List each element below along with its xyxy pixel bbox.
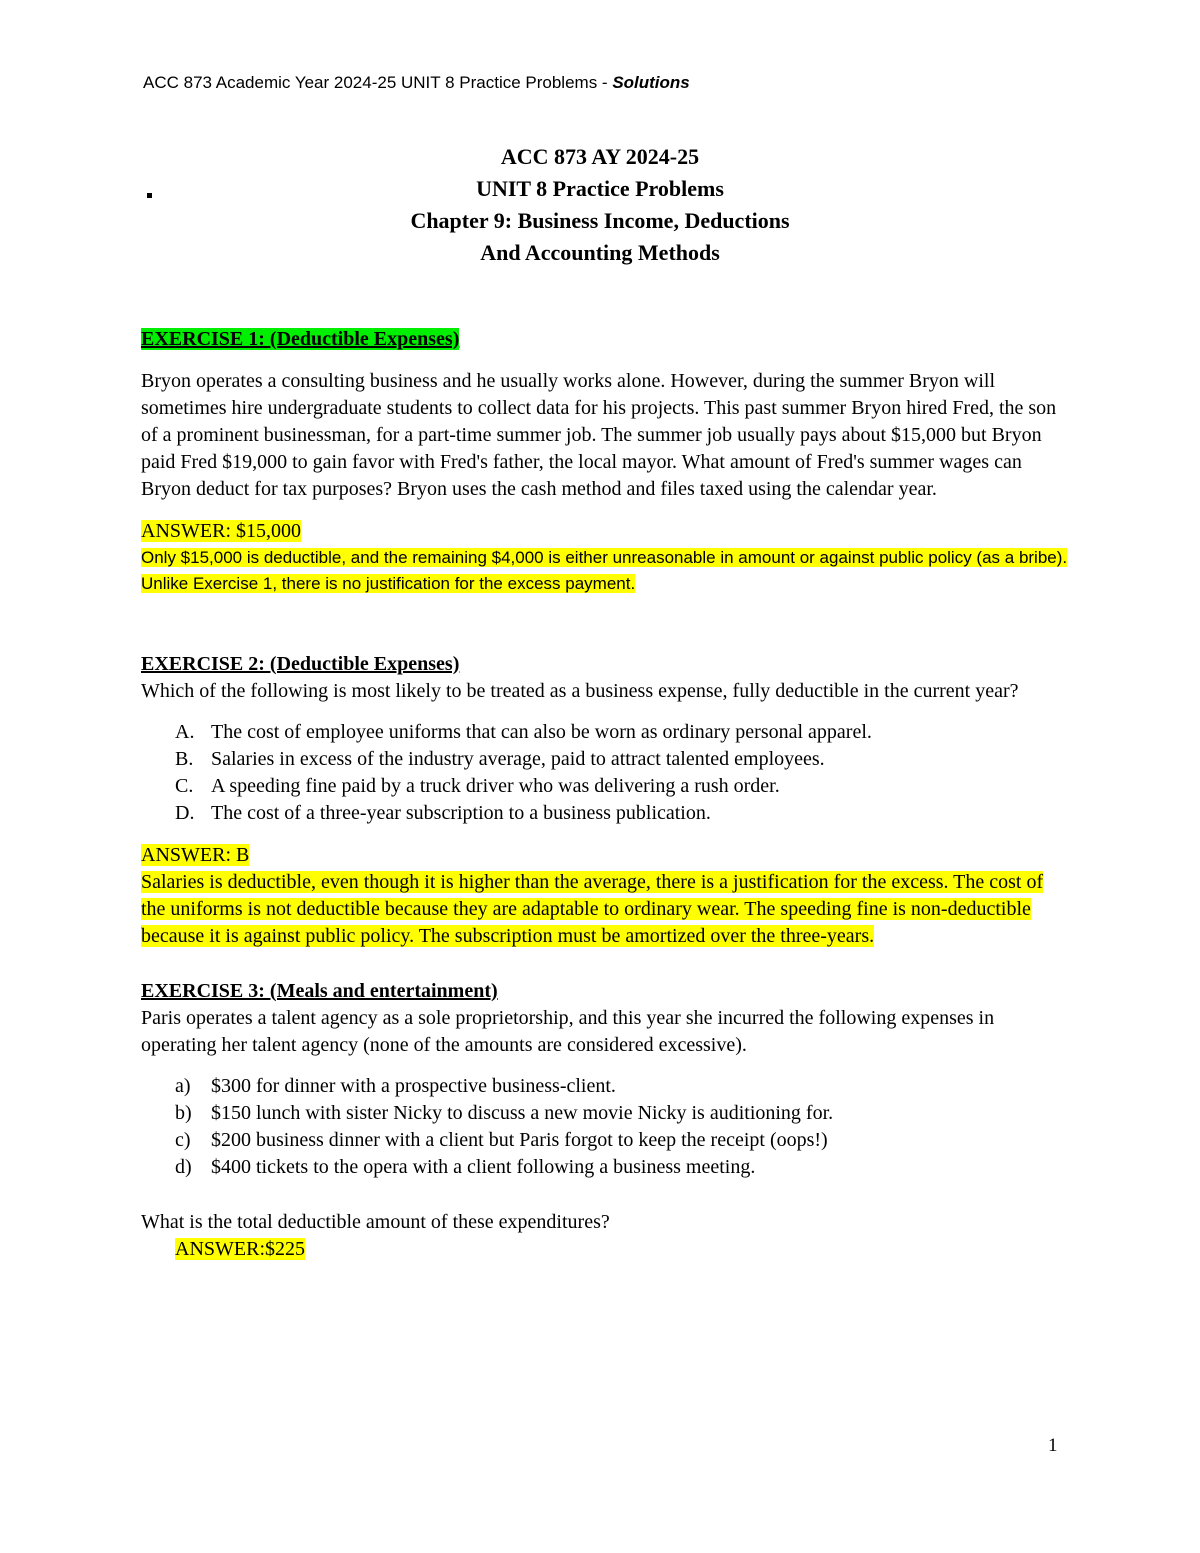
title-line-3: Chapter 9: Business Income, Deductions: [410, 208, 790, 233]
item-d: d) $400 tickets to the opera with a client following a business meeting.: [175, 1156, 756, 1178]
exercise-3-items: [141, 1073, 1071, 1181]
exercise-1-answer: ANSWER: $15,000: [141, 520, 301, 542]
option-b: B. Salaries in excess of the industry average, paid to attract talented employees.: [175, 748, 825, 770]
exercise-2-explanation: Salaries is deductible, even though it is higher than the average, there is a justification for the excess. The cost of the uniforms is not deductible because they are adaptable to ordinary wear. The speeding fine is non-deductible because it is against public policy. The subscription must be amortized over the three-years.: [141, 871, 1044, 947]
title-line-2: UNIT 8 Practice Problems: [476, 176, 724, 201]
exercise-2-question: Which of the following is most likely to be treated as a business expense, fully deductible in the current year?: [141, 680, 1019, 702]
document-body: [141, 326, 1071, 1263]
exercise-1-explanation: Only $15,000 is deductible, and the remaining $4,000 is either unreasonable in amount or against public policy (as a bribe). Unlike Exercise 1, there is no justification for the excess payment.: [141, 548, 1068, 593]
item-b: b) $150 lunch with sister Nicky to discuss a new movie Nicky is auditioning for.: [175, 1102, 834, 1124]
page-header: [143, 73, 690, 93]
exercise-3-answer: ANSWER:$225: [175, 1238, 305, 1260]
option-a: A. The cost of employee uniforms that can also be worn as ordinary personal apparel.: [175, 721, 872, 743]
header-solutions: Solutions: [612, 73, 690, 92]
exercise-2-heading: EXERCISE 2: (Deductible Expenses): [141, 653, 460, 675]
exercise-2-options: [141, 719, 1071, 827]
item-a: a) $300 for dinner with a prospective business-client.: [175, 1075, 616, 1097]
title-line-1: ACC 873 AY 2024-25: [500, 144, 700, 169]
header-text: ACC 873 Academic Year 2024-25 UNIT 8 Practice Problems -: [143, 73, 613, 92]
option-d: D. The cost of a three-year subscription to a business publication.: [175, 802, 711, 824]
option-c: C. A speeding fine paid by a truck driver who was delivering a rush order.: [175, 775, 780, 797]
exercise-3-question: What is the total deductible amount of these expenditures?: [141, 1211, 610, 1233]
item-c: c) $200 business dinner with a client but Paris forgot to keep the receipt (oops!): [175, 1129, 828, 1151]
exercise-2-answer: ANSWER: B: [141, 844, 250, 866]
title-line-4: And Accounting Methods: [480, 240, 720, 265]
exercise-1-body: Bryon operates a consulting business and he usually works alone. However, during the summer Bryon will sometimes hire undergraduate students to collect data for his projects. This past summer Bryon hired Fred, the son of a prominent businessman, for a part-time summer job. The summer job usually pays about $15,000 but Bryon paid Fred $19,000 to gain favor with Fred's father, the local mayor. What amount of Fred's summer wages can Bryon deduct for tax purposes? Bryon uses the cash method and files taxed using the calendar year.: [141, 370, 1057, 500]
document-title: [0, 141, 1200, 269]
exercise-3-body: Paris operates a talent agency as a sole proprietorship, and this year she incurred the following expenses in operating her talent agency (none of the amounts are considered excessive).: [141, 1007, 995, 1056]
exercise-1-heading: EXERCISE 1: (Deductible Expenses): [141, 328, 460, 350]
exercise-3-heading: EXERCISE 3: (Meals and entertainment): [141, 980, 498, 1002]
page-number: 1: [1048, 1435, 1058, 1456]
